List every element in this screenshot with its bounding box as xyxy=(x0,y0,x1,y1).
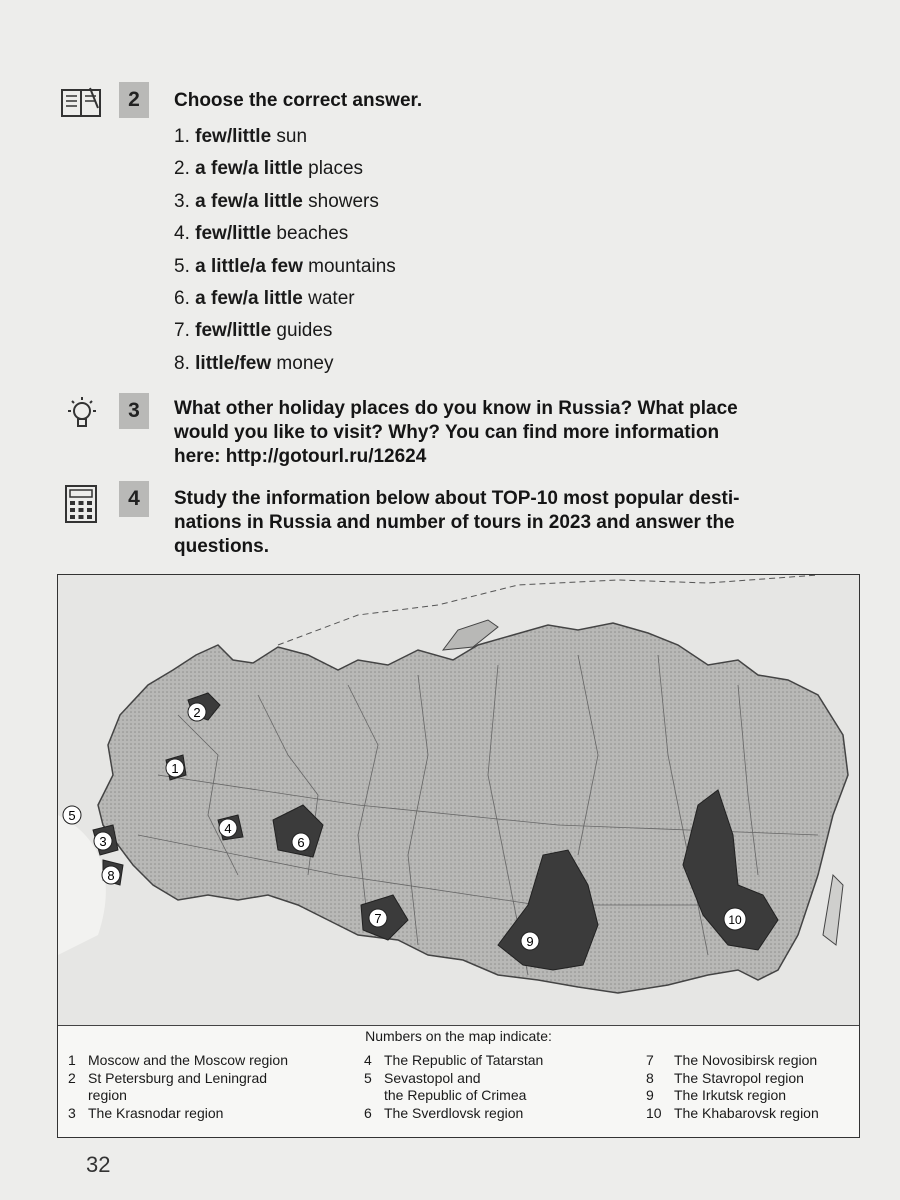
item-number: 4. xyxy=(174,223,190,245)
svg-text:4: 4 xyxy=(224,821,232,836)
legend-item-9: 9 The Irkutsk region xyxy=(646,1087,787,1103)
answer-choice[interactable]: a few/a little xyxy=(195,190,303,212)
legend-item-1: 1 Moscow and the Moscow region xyxy=(68,1052,288,1068)
answer-item xyxy=(174,188,396,220)
marker-10 xyxy=(724,908,746,930)
item-number: 6. xyxy=(174,287,190,309)
legend-item-5: 5 Sevastopol and xyxy=(364,1070,481,1086)
book-icon xyxy=(60,86,104,120)
exercise-2-list xyxy=(174,123,396,382)
legend-item-2: 2 St Petersburg and Leningrad xyxy=(68,1070,268,1086)
svg-text:1: 1 xyxy=(171,761,179,776)
marker-8 xyxy=(102,866,120,884)
marker-5 xyxy=(63,806,81,824)
exercise-4-number: 4 xyxy=(119,481,149,517)
legend-item-3: 3 The Krasnodar region xyxy=(68,1105,224,1121)
exercise-4-line-2: nations in Russia and number of tours in 2023 and answer the xyxy=(174,512,735,533)
answer-choice[interactable]: a few/a little xyxy=(195,158,303,180)
calculator-icon xyxy=(62,484,100,524)
marker-4 xyxy=(219,819,237,837)
map-drawing xyxy=(58,575,859,1025)
item-noun: beaches xyxy=(271,223,349,245)
answer-choice[interactable]: few/little xyxy=(195,223,272,245)
marker-6 xyxy=(292,833,310,851)
exercise-3-line-3[interactable]: here: http://gotourl.ru/12624 xyxy=(174,446,427,467)
answer-item xyxy=(174,285,396,317)
answer-item xyxy=(174,220,396,252)
exercise-3-line-1: What other holiday places do you know in Russia? What place xyxy=(174,398,738,419)
legend-item-8: 8 The Stavropol region xyxy=(646,1070,804,1086)
item-number: 1. xyxy=(174,126,190,147)
svg-text:7: 7 xyxy=(374,911,382,926)
item-number: 2. xyxy=(174,158,190,180)
exercise-2-number: 2 xyxy=(119,82,149,118)
item-number: 8. xyxy=(174,352,190,374)
legend-item-6: 6 The Sverdlovsk region xyxy=(364,1105,524,1121)
answer-choice[interactable]: a few/a little xyxy=(195,287,303,309)
exercise-4-line-3: questions. xyxy=(174,536,270,557)
marker-7 xyxy=(369,909,387,927)
answer-choice[interactable]: little/few xyxy=(195,352,272,374)
exercise-4-line-1: Study the information below about TOP-10 most popular desti- xyxy=(174,488,740,509)
legend-item-5-cont: the Republic of Crimea xyxy=(384,1087,527,1103)
item-number: 3. xyxy=(174,190,190,212)
answer-item xyxy=(174,123,396,155)
map-legend xyxy=(58,1025,859,1138)
lightbulb-icon xyxy=(62,394,102,434)
marker-1 xyxy=(166,759,184,777)
marker-2 xyxy=(188,703,206,721)
legend-title: Numbers on the map indicate: xyxy=(365,1028,552,1044)
item-number: 5. xyxy=(174,255,190,277)
answer-choice[interactable]: few/little xyxy=(195,320,272,342)
legend-item-4: 4 The Republic of Tatarstan xyxy=(364,1052,544,1068)
legend-item-10: 10 The Khabarovsk region xyxy=(646,1105,819,1121)
marker-9 xyxy=(521,932,539,950)
item-number: 7. xyxy=(174,320,190,342)
exercise-2-instruction: Choose the correct answer. xyxy=(174,90,423,111)
page-number: 32 xyxy=(86,1152,111,1177)
legend-item-7: 7 The Novosibirsk region xyxy=(646,1052,818,1068)
svg-text:3: 3 xyxy=(99,834,107,849)
answer-item xyxy=(174,317,396,349)
answer-choice[interactable]: a little/a few xyxy=(195,255,303,277)
answer-item xyxy=(174,350,396,382)
exercise-3-line-2: would you like to visit? Why? You can find more information xyxy=(174,422,720,443)
svg-text:6: 6 xyxy=(297,835,305,850)
item-noun: guides xyxy=(271,320,333,342)
item-noun: showers xyxy=(302,190,379,212)
item-noun: water xyxy=(302,287,355,309)
svg-text:9: 9 xyxy=(526,934,534,949)
svg-text:5: 5 xyxy=(68,808,76,823)
item-noun: sun xyxy=(271,126,308,147)
item-noun: money xyxy=(271,352,334,374)
answer-item xyxy=(174,155,396,187)
svg-text:8: 8 xyxy=(107,868,115,883)
marker-3 xyxy=(94,832,112,850)
legend-item-2-cont: region xyxy=(88,1087,127,1103)
svg-text:2: 2 xyxy=(193,705,201,720)
item-noun: mountains xyxy=(302,255,396,277)
answer-choice[interactable]: few/little xyxy=(195,126,272,147)
answer-item xyxy=(174,253,396,285)
exercise-3-number: 3 xyxy=(119,393,149,429)
russia-map xyxy=(57,574,860,1138)
svg-text:10: 10 xyxy=(728,913,742,927)
item-noun: places xyxy=(302,158,364,180)
